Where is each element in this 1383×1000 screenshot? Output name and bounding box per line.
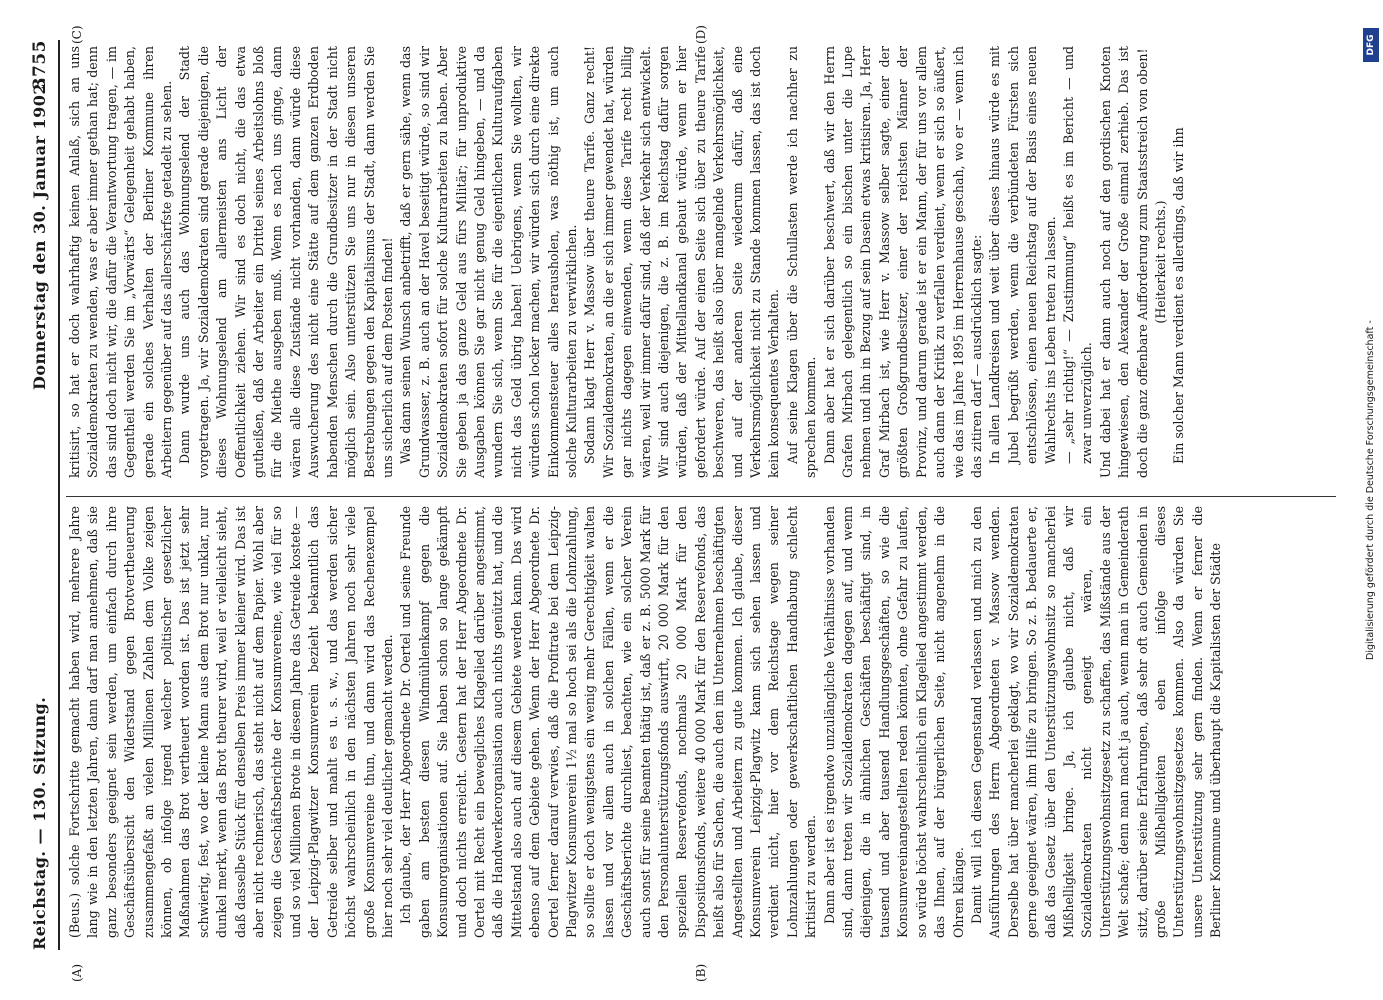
- paragraph: Ich glaube, der Herr Abgeordnete Dr. Oertel und seine Freunde gaben am besten diesen Windmühlenkampf gegen die Konsumorganisationen auf. Sie haben schon so lange gekämpft und doch nichts erreicht. Gestern hat der Herr Abgeordnete Dr. Oertel mit Recht ein bewegliches Klagelied darüber angestimmt, daß die Handwerkerorganisation auch nichts genützt hat, und die Mittelstand also auch auf diesem Gebiete werden kann. Das wird ebenso auf dem Gebiete gehen. Wenn der Herr Abgeordnete Dr. Oertel ferner darauf verwies, daß die Profitrate bei dem Leipzig-Plagwitzer Konsumverein 1½ mal so hoch sei als die Lohnzahlung, so sollte er doch wenigstens ein wenig mehr Gerechtigkeit walten lassen und vor allem auch in solchen Fällen, wenn er die Geschäftsberichte durchliest, beachten, wie ein solcher Verein auch sonst für seine Beamten thätig ist, daß er z. B. 5000 Mark für den Personalunterstützungsfonds auswirft, 20 000 Mark für den speziellen Reservefonds, nochmals 20 000 Mark für den Dispositionsfonds, weitere 40 000 Mark für den Reservefonds, das heißt also für Sachen, die auch den im Unternehmen beschäftigten Angestellten und Arbeitern zu gute kommen. Ich glaube, dieser Konsumverein Leipzig-Plagwitz kann sich sehen lassen und verdient nicht, hier vor dem Reichstage wegen seiner Lohnzahlungen oder gewerkschaftlichen Handhabung schlecht kritisirt zu werden.: [398, 506, 819, 938]
- digitization-credit: Digitalisierung gefördert durch die Deutsche Forschungsgemeinschaft -: [1365, 320, 1376, 660]
- quotation: — „sehr richtig!“ — Zustimmung“ heißt es im Bericht — und zwar unverzüglich.: [1060, 46, 1095, 464]
- paragraph: Ein solcher Mann verdient es allerdings, daß wir ihn: [1171, 127, 1187, 464]
- paragraph: kritisirt, so hat er doch wahrhaftig keinen Anlaß, sich an uns Sozialdemokraten zu wenden, was er aber immer gethan hat; denn das sind doch nicht wir, die dafür die Verantwortung tragen, — im Gegentheil werden Sie im „Vorwärts“ Gelegenheit gehabt haben, gerade ein solches Verhalten der Berliner Kommune ihren Arbeitern gegenüber auf das allerschärfste getadelt zu sehen.: [67, 46, 175, 478]
- paragraph: Auf seine Klagen über die Schullasten werde ich nachher zu sprechen kommen.: [784, 46, 819, 478]
- left-column: [66, 506, 1336, 938]
- paragraph: Was dann seinen Wunsch anbetrifft, daß er gern sähe, wenn das Grundwasser, z. B. auch an der Havel beseitigt würde, so sind wir Sozialdemokraten sofort für solche Kulturarbeiten zu haben. Aber Sie geben ja das ganze Geld aus fürs Militär; für unproduktive Ausgaben können Sie gar nicht genug Geld hingeben, — und da wundern Sie sich, wenn Sie für die eigentlichen Kulturaufgaben nicht das Geld übrig haben! Uebrigens, wenn Sie wollten, wir würdens schon locker machen, wir würden sich durch eine direkte Einkommensteuer alles herausholen, was nöthig ist, um auch solche Kulturarbeiten zu verwirklichen.: [398, 46, 579, 478]
- header-rule: [58, 40, 60, 950]
- dfg-logo: DFG: [1363, 28, 1379, 62]
- margin-mark-d: (D): [694, 25, 708, 44]
- stage-direction: (Heiterkeit rechts.): [1152, 200, 1168, 324]
- header-page-number: 3755: [30, 40, 50, 90]
- paragraph: Damit will ich diesen Gegenstand verlassen und mich zu den Ausführungen des Herrn Abgeordneten v. Massow wenden. Derselbe hat über mancherlei geklagt, wo wir Sozialdemokraten gerne geeignet wären, ihm Hilfe zu bringen. So z. B. bedauerte er, daß das Gesetz über den Unterstützungswohnsitz so mancherlei Mißhelligkeit bringe. Ja, ich glaube nicht, daß wir Sozialdemokraten nicht geneigt wären, ein Unterstützungswohnsitzgesetz zu schaffen, das Mißstände aus der Welt schafe; denn man macht ja auch, wenn man in Gemeinderath sitzt, darüber seine Erfahrungen, daß sehr oft auch Gemeinden in große Mißhelligkeiten eben infolge dieses Unterstützungswohnsitzgesetzes kommen. Also da würden Sie unsere Unterstützung sehr gern finden. Wenn er ferner die Berliner Kommune und überhaupt die Kapitalisten der Städte: [968, 506, 1224, 938]
- margin-mark-a: (A): [70, 963, 84, 982]
- paragraph: (Beus.) solche Fortschritte gemacht haben wird, mehrere Jahre lang wie in den letzten Jahren, dann darf man annehmen, daß sie ganz besonders geeignet sein werden, um einfach durch ihre Geschäftsübersicht den Widerstand gegen Brotvertheuerung zusammengefaßt an vielen Millionen Zahlen dem Volke zeigen können, ob infolge irgend welcher politischer gesetzlicher Maßnahmen das Brot vertheuert worden ist. Das ist jetzt sehr schwierig, fest, wo der kleine Mann aus dem Brot nur unklar, nur dunkel merkt, wenn das Brot theurer wird, weil er vielleicht sieht, daß dasselbe Stück für denselben Preis immer kleiner wird. Das ist aber nicht rechnerisch, das steht nicht auf dem Papier. Wohl aber zeigen die Geschäftsberichte der Konsumvereine, wie viel für so und so viel Millionen Brote in diesem Jahre das Getreide kostete — der Leipzig-Plagwitzer Konsumverein bezieht bekanntlich das Getreide selber und mahlt es u. s. w., und das werden sicher höchst wahrscheinlich in den nächsten Jahren noch sehr viele große Konsumvereine thun, und dann wird das Rechenexempel hier noch sehr viel deutlicher gemacht werden.: [67, 506, 395, 938]
- paragraph: Dann wurde uns auch das Wohnungselend der Stadt vorgetragen. Ja, wir Sozialdemokraten sind gerade diejenigen, die dieses Wohnungselend am allermeisten ans Licht der Oeffentlichkeit ziehen. Wir sind es doch nicht, die das etwa gutheißen, daß der Arbeiter ein Drittel seines Arbeitslohns bloß für die Miethe ausgeben muß. Wenn es nach uns ginge, dann wären alle diese Zustände nicht vorhanden, dann würde diese Auswucherung des nicht eine Stätte auf dem ganzen Erdboden habenden Menschen durch die Grundbesitzer in der Stadt nicht möglich sein. Also unterstützen Sie uns nur in diesen unseren Bestrebungen gegen den Kapitalismus der Stadt, dann werden Sie uns sicherlich auf dem Posten finden!: [177, 46, 395, 478]
- margin-mark-c: (C): [70, 25, 84, 44]
- paragraph: Sodann klagt Herr v. Massow über theure Tarife. Ganz recht! Wir Sozialdemokraten, an die er sich immer gewendet hat, würden gar nichts dagegen einwenden, wenn diese Tarife recht billig wären, weil wir immer dafür sind, daß der Verkehr sich entwickelt. Wir sind auch diejenigen, die z. B. im Reichstag dafür sorgen würden, daß der Mittellandkanal gebaut würde, wenn er hier gefordert würde. Auf der einen Seite sich über zu theure Tarife beschweren, das heißt also über mangelnde Verkehrsmöglichkeit, und auf der anderen Seite wiederum dafür, daß eine Verkehrsmöglichkeit nicht zu Stande kommen lassen, das ist doch kein konsequentes Verhalten.: [582, 46, 782, 478]
- quotation: In allen Landkreisen und weit über dieses hinaus würde es mit Jubel begrüßt werden, wenn die verbündeten Fürsten sich entschlössen, einen neuen Reichstag auf der Basis eines neuen Wahlrechts ins Leben treten zu lassen.: [987, 46, 1058, 464]
- header-date: Donnerstag den 30. Januar 1902.: [30, 76, 49, 390]
- paragraph: Und dabei hat er dann auch noch auf den gordischen Knoten hingewiesen, den Alexander der Große einmal zerhieb. Das ist doch die ganz offenbare Aufforderung zum Staatsstreich von oben!: [1097, 46, 1150, 478]
- right-column: [66, 46, 1336, 478]
- paragraph: Dann aber ist es irgendwo unzulängliche Verhältnisse vorhanden sind, dann treten wir Sozialdemokraten dagegen auf, und wenn diejenigen, die in ähnlichen Geschäften beschäftigt sind, in tausend und aber tausend Handlungsgeschäften, so wie die Konsumvereinangestellten reden könnten, ohne Gefahr zu laufen, so würde höchst wahrscheinlich ein Klagelied angestimmt werden, das Ihnen, auf der bürgerlichen Seite, nicht angenehm in die Ohren klänge.: [821, 506, 966, 938]
- column-divider: [66, 496, 1336, 497]
- paragraph: Dann aber hat er sich darüber beschwert, daß wir den Herrn Grafen Mirbach gelegentlich so ein bischen unter die Lupe nehmen und ihn in Bezug auf sein Dasein etwas kritisiren. Ja, Herr Graf Mirbach ist, wie Herr v. Massow selber sagte, einer der größten Großgrundbesitzer, einer der reichsten Männer der Provinz, und darum gerade ist er ein Mann, der für uns vor allem auch dann der Kritik zu verfallen verdient, wenn er sich so äußert, wie das im Jahre 1895 im Herrenhause geschah, wo er — wenn ich das zitiren darf — ausdrücklich sagte:: [821, 46, 984, 478]
- header-session-title: Reichstag. — 130. Sitzung.: [30, 696, 49, 950]
- margin-mark-b: (B): [694, 963, 708, 982]
